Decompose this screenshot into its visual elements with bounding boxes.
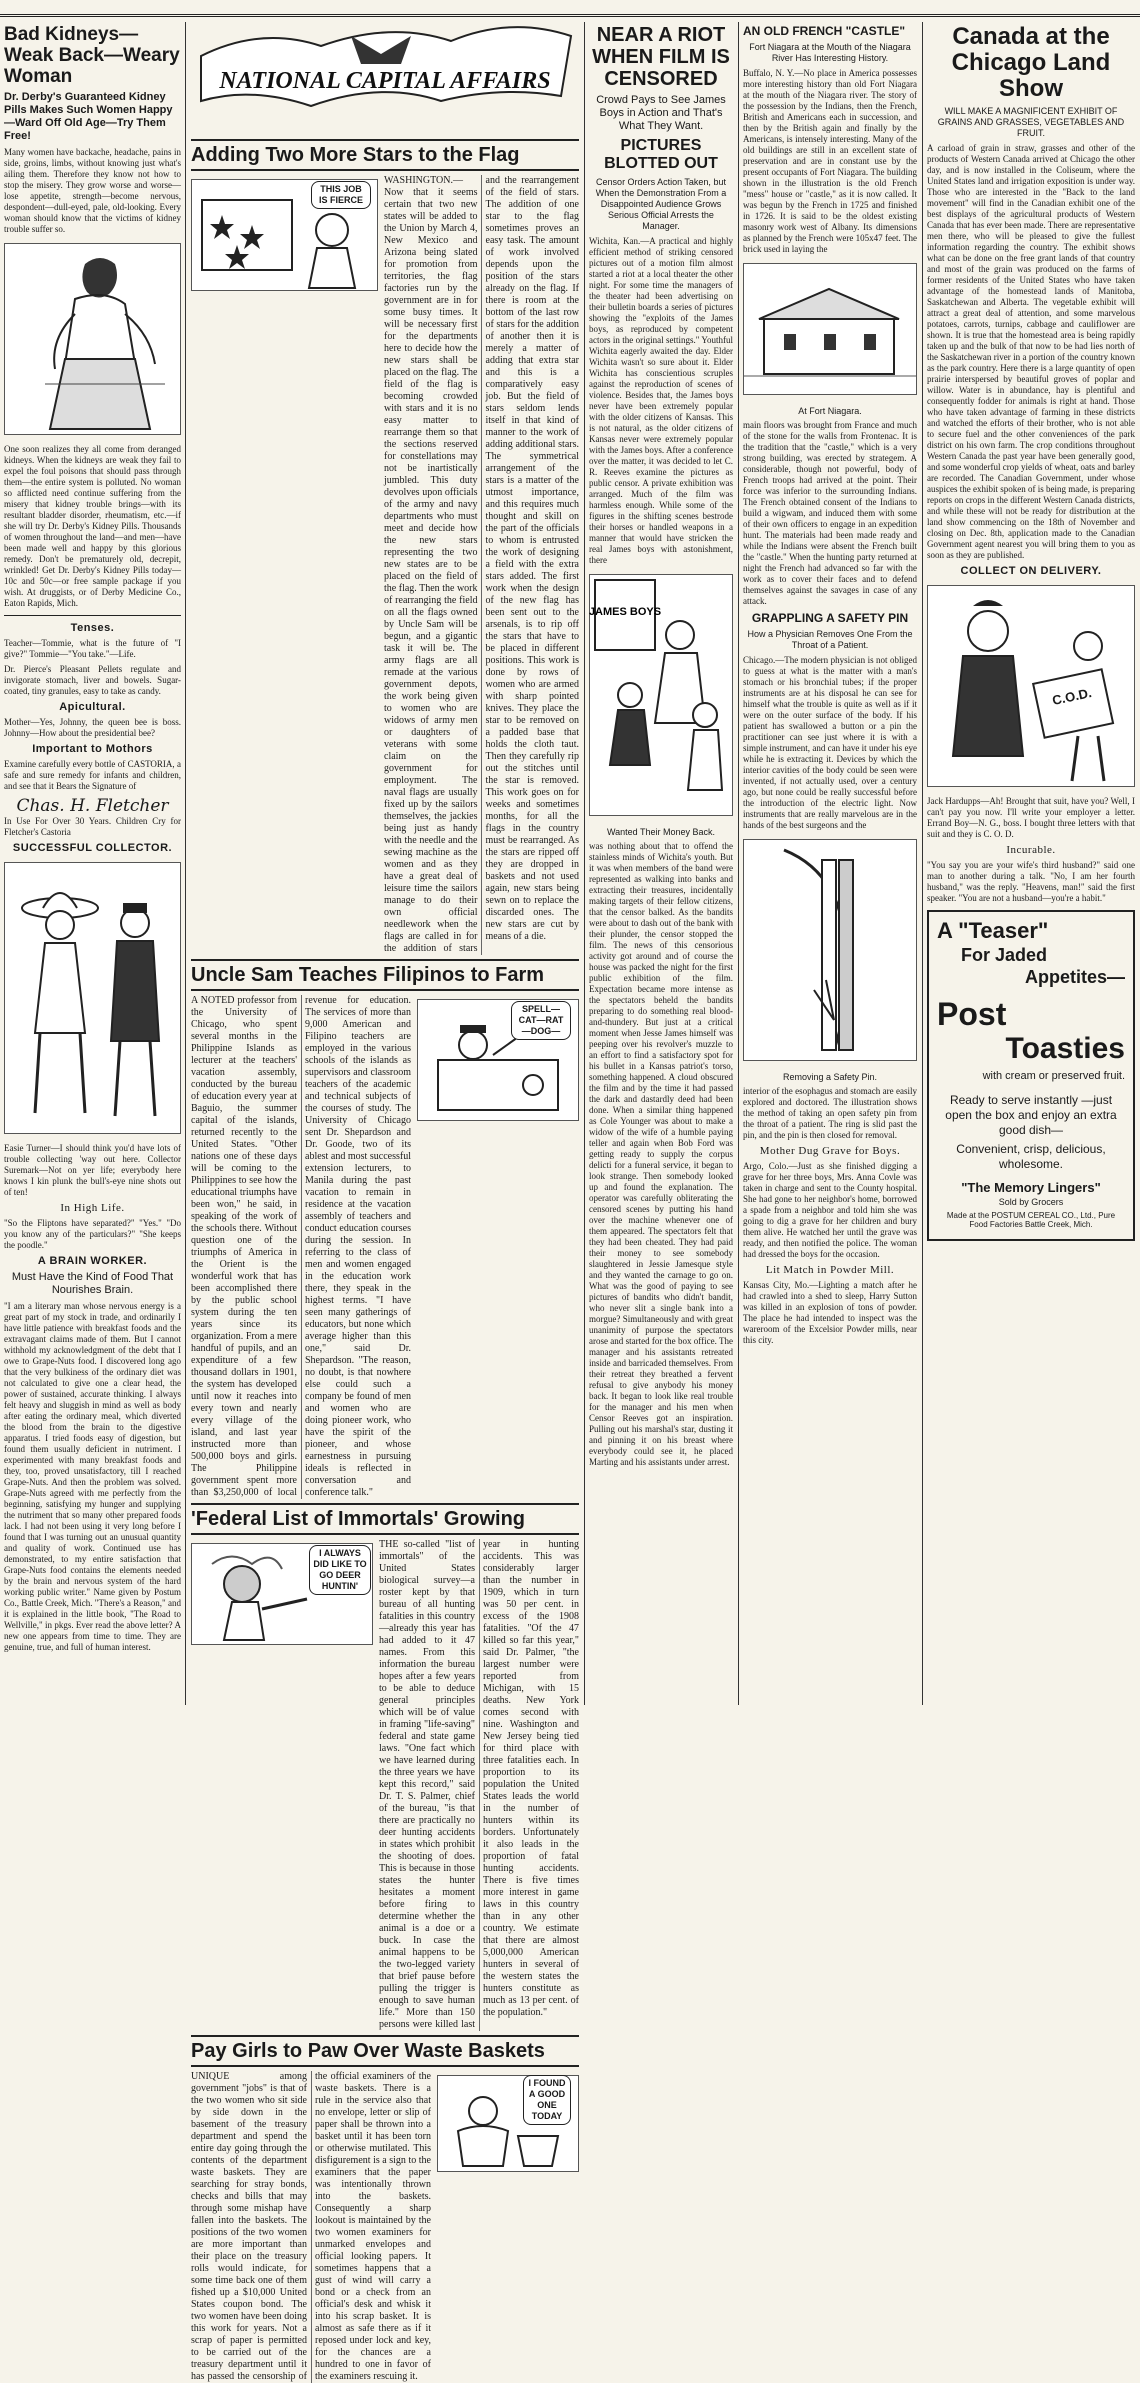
baskets-title: Pay Girls to Paw Over Waste Baskets bbox=[191, 2035, 579, 2067]
safety-pin-illustration bbox=[743, 839, 917, 1061]
pierce-body: Dr. Pierce's Pleasant Pellets regulate and invigorate stomach, liver and bowels. Sugar-coated, tiny granules, easy to take as candy. bbox=[4, 664, 181, 696]
column-1 bbox=[4, 24, 181, 1705]
highlife-title: In High Life. bbox=[60, 1202, 125, 1214]
pictures-deck: Censor Orders Action Taken, but When the Demonstration From a Disappointed Audience Grows Serious Official Arrests the Manager. bbox=[595, 177, 727, 231]
ad-teaser: A "Teaser" bbox=[937, 918, 1049, 943]
stars-body: WASHINGTON.—Now that it seems certain that two new states will be added to the Union by March 4, New Mexico and Arizona being slated for promotion from territories, the flag factories run by the government are in for some busy times. It will be necessary first for the departments here to decide how the new stars shall be placed on the flag. The field of the flag is becoming crowded with stars and it is no easy matter to rearrange them so that the sections reserved for constellations may not be inartistically jumbled. This duty devolves upon officials of the army and navy departments who must meet and decide how the new stars representing the two new states are to be placed on the field of the flag. Then the work of rearranging the field on all the flags owned by Uncle Sam will be begun, and a gigantic task it will be. The army flags are all remade at the various government depots, the work being given to women who are widows of army men or daughters of veterans with some claim on the government for employment. The naval flags are usually fixed up by the sailors themselves, the jackies being just as handy with the needle and the sewing machine as the women and as they have a great deal of leisure time the sailors manage to do their own official needlework when the flags are called in for the addition of stars and the rearrangement of the field of stars. The addition of one star to the flag sometimes proves an easy task. The amount of work involved depends upon the position of the stars already on the flag. If there is room at the bottom of the last row of stars for the addition of another then it is merely a matter of adding that extra star and this is a comparatively easy job. But the field of stars seldom lends itself in that kind of manner to the work of adding additional stars. The symmetrical arrangement of the stars is a matter of the utmost importance, and this requires much thought and skill on the part of the officials to whom is entrusted the work of designing a field with the extra stars added. The first work when the design of the new flag has been sent out to the arsenals, is to rip off the stars that have to be placed in different positions. This work is done by rows of women who are armed with sharp pointed knives. They place the star to be removed on a padded base that holds the cloth taut. Then they carefully rip out the stitches until the star is removed. This work goes on for weeks and sometimes months, for all the flags in the country must be rearranged. As the stars are ripped off they are dropped in baskets and not used again, new stars being sewn on to replace the discarded ones. The new stars are cut by means of a die. bbox=[384, 175, 579, 954]
column-3 bbox=[589, 24, 733, 1705]
delivery-title: COLLECT ON DELIVERY. bbox=[960, 565, 1102, 577]
kidney-deck: Dr. Derby's Guaranteed Kidney Pills Makes Such Women Happy—Ward Off Old Age—Try Them Free! bbox=[4, 91, 173, 142]
riot-body-1: Wichita, Kan.—A practical and highly efficient method of striking censored pictures out of a motion film almost started a riot at a local theater the other night. For some time the managers of the theater had been advertising on their bulletin boards a series of pictures showing the "exploits of the James boys, as reproduced by competent actors in the original settings." Youthful Wichita eagerly awaited the day. Elder Wichita wasn't so sure about it. Elder Wichita has conscientious scruples against the reproduction of scenes of violence. Besides that, the James boys never have been extremely popular with the older citizens of Kansas. This is not natural, as the older citizens of Kansas never were extremely popular with the James boys. After a conference over the matter, it was decided to let C. R. Reeves examine the pictures as public censor. A private exhibition was arranged. Much of the film was harmless enough. While some of the figures in the shifting scenes bestrode their horses or handled weapons in a manner that would have stricken the real James boys with astonishment, there bbox=[589, 236, 733, 565]
pin-deck: How a Physician Removes One From the Throat of a Patient. bbox=[747, 629, 913, 650]
column-2 bbox=[191, 24, 579, 2382]
castle-deck: Fort Niagara at the Mouth of the Niagara River Has Interesting History. bbox=[749, 42, 911, 63]
column-separator bbox=[738, 22, 739, 1705]
cod-box-label: C.O.D. bbox=[1050, 685, 1093, 708]
brain-body: "I am a literary man whose nervous energy is a great part of my stock in trade, and ordinarily I have little patience with breakfast foods and the extravagant claims made of them. But I cannot withhold my acknowledgment of the debt that I owe to Grape-Nuts food. I discovered long ago that the very bulkiness of the ordinary diet was not calculated to give one a clear head, the power of sustained, accurate thinking. I always felt heavy and sluggish in mind as well as body after eating the ordinary meal, which diverted the blood from the brain to the digestive apparatus. I tried foods easy of digestion, but found them usually deficient in nutriment. I experimented with many breakfast foods and they, too, proved unsatisfactory, till I reached Grape-Nuts. And then the problem was solved. Grape-Nuts agreed with me perfectly from the beginning, satisfying my hunger and supplying the nutriment that so many other prepared foods lack. I had not been using it very long before I found that I was turning out an unusual quantity and quality of work. Continued use has demonstrated, to my entire satisfaction that Grape-Nuts food contains the elements needed by the brain and nervous system of the hard working public writer." Name given by Postum Co., Battle Creek, Mich. "There's a Reason," and it is explained in the little book, "The Road to Wellville," in pkgs. Ever read the above letter? A new one appears from time to time. They are genuine, true, and full of human interest. bbox=[4, 1301, 181, 1652]
ad-post: Post bbox=[937, 996, 1007, 1032]
ad-lingers: "The Memory Lingers" bbox=[961, 1180, 1101, 1195]
column-separator bbox=[584, 22, 585, 1705]
dug-title: Mother Dug Grave for Boys. bbox=[759, 1145, 901, 1157]
collector-cartoon bbox=[4, 862, 181, 1134]
ad-grocers: Sold by Grocers bbox=[998, 1197, 1064, 1207]
collector-title: SUCCESSFUL COLLECTOR. bbox=[12, 842, 173, 854]
castle-body-2: main floors was brought from France and much of the stone for the walls from Frontenac. It is the tradition that the "castle," which is a very strong building, was erected by strategem. A considerable, though not powerful, body of French troops had arrived at the point. Their force was inferior to the surrounding Indians. The French obtained consent of the Indians to build a wigwam, and induced them with some of their own officers to engage in an expedition hunt. The materials had been made ready and while the Indians were absent the French built the "castle." When the hunting party returned at night the French had advanced so far with the work as to cover their faces and to defend themselves against the savages in case of any attack. bbox=[743, 420, 917, 606]
pictures-headline: PICTURES BLOTTED OUT bbox=[604, 137, 718, 172]
tenses-body: Teacher—Tommie, what is the future of "I give?" Tommie—"You take."—Life. bbox=[4, 638, 181, 659]
immortals-section bbox=[191, 1539, 579, 2031]
canada-headline: Canada at the Chicago Land Show bbox=[951, 23, 1111, 102]
mothers-body: Examine carefully every bottle of CASTORIA, a safe and sure remedy for infants and children, and see that it Bears the Signature of bbox=[4, 759, 181, 791]
incurable-body: "You say you are your wife's third husband?" said one man to another during a talk. "No, I am her fourth husband," was the reply. "Heavens, man!" said the first speaker. "You are not a husband—you're a habit." bbox=[927, 860, 1135, 903]
divider bbox=[4, 615, 181, 616]
canada-body: A carload of grain in straw, grasses and other of the products of Western Canada arrived at Chicago the other day, and is now installed in the Coliseum, where the United States land and irrigation exposition is under way. Those who are interested in the "Back to the land movement" will find in the Canadian exhibit one of the best displays of the agricultural products of Western Canada that has ever been made. There are representative men there, who will be pleased to give the fullest information regarding the country. The exhibit shows what can be done on the free grant lands of that country and most of the grain was produced on the farms of former residents of the United States who have taken advantage of the homestead lands of Manitoba, Saskatchewan and Alberta. The vegetable exhibit will attract a great deal of attention, and some marvelous potatoes, carrots, turnips, cabbage and cauliflower are shown. It is true that the homestead area is being rapidly taken up and the bulk of that now to be had lies north of the Saskatchewan river in a portion of the country known as the park country. Here there is a large quantity of open prairie interspersed by beautiful groves of poplar and willow. Water is in abundance, hay is plentiful and consequently fodder for animals is right at hand. Those who have taken advantage of farming in these districts and watched the efforts of their brother, who is not able to secure fuel and the other conveniences of the park district on his own farm. The crop conditions throughout Western Canada the past year have been generally good, and some wonderful crop yields of wheat, oats and barley are recorded. The Canadian Government, under whose auspices the exhibit spoken of is being made, is preparing reports on crops in the different Western Canada districts, and while these will not be ready for distribution at the land show commencing on the 18th of November and closing on Dec. 8th, application made to the Canadian Government agent nearest you will bring them to you as soon as they are published. bbox=[927, 143, 1135, 560]
castle-headline: AN OLD FRENCH "CASTLE" bbox=[743, 24, 906, 38]
post-toasties-ad bbox=[927, 910, 1135, 1241]
tenses-title: Tenses. bbox=[70, 622, 115, 634]
canada-deck: WILL MAKE A MAGNIFICENT EXHIBIT OF GRAINS AND GRASSES, VEGETABLES AND FRUIT. bbox=[937, 106, 1125, 138]
delivery-body: Jack Hardupps—Ah! Brought that suit, have you? Well, I can't pay you now. I'll write your employer a letter. Errand Boy—N. G., boss. I bought three letters with that suit and they is C. O. D. bbox=[927, 796, 1135, 839]
filipino-body: A NOTED professor from the University of Chicago, who spent several months in the Philippine Islands as lecturer at the teachers' vacation assembly, conducted by the bureau of education every year at Baguio, the summer capital of the islands, returned recently to the United States. "Other nations one of these days will be coming to the Philippines to see how the educational triumphs have been won," he said, in speaking of the work of the schools there. Without question one of the triumphs of America in the Orient is the wonderful work that has been accomplished there by the public school system during the ten years since its organization. From a mere handful of pupils, and an expenditure of a few thousand dollars in 1901, the system has developed until now it reaches into every town and nearly every village of the island, and last year instructed more than 500,000 boys and girls. The Philippine government spent more than $3,250,000 of local revenue for education. The services of more than 9,000 American and Filipino teachers are employed in the various schools of the islands as supervisors and classroom teachers of the academic and technical subjects of the courses of study. The University of Chicago sent Dr. Shepardson and Dr. Goode, two of its ablest and most successful extension lecturers, to Manila during the past vacation to remain in residence at the vacation assembly of teachers and conduct education courses during the session. In referring to the class of men and women engaged in the education work there, they speak in the highest terms. "I have seen many gatherings of educators, but none which average higher than this one," said Dr. Shepardson. "The reason, no doubt, is that nowhere else could such a company be found of men and women who are doing pioneer work, who have the spirit of the pioneer, and whose earnestness in pursuing ideals is reflected in conversation and conference talk." bbox=[191, 995, 411, 1498]
stars-bubble: THIS JOB IS FIERCE bbox=[311, 181, 371, 209]
brain-deck: Must Have the Kind of Food That Nourishes Brain. bbox=[11, 1271, 174, 1296]
theater-cartoon bbox=[589, 574, 733, 816]
castle-body-1: Buffalo, N. Y.—No place in America possesses more interesting history than old Fort Niagara at the mouth of the Niagara river. The story of the possession by the Indians, then the French, British and Americans each in succession, and then by the British again and finally by the Americans, is intensely interesting. Many of the old buildings are still in an excellent state of preservation and are in constant use by the present occupants of Fort Niagara. The building shown in the illustration is the old French "mess" house or "castle," as it is now called. It was begun by the French in 1725 and finished in 1726. It is said to be the oldest existing masonry work west of Albany. Its dimensions as planned by the French were 105x47 feet. The brick used in laying the bbox=[743, 68, 917, 254]
filipino-section bbox=[191, 995, 579, 1499]
ad-for-jaded: For Jaded bbox=[961, 945, 1048, 965]
column-4 bbox=[743, 24, 917, 1705]
riot-deck: Crowd Pays to See James Boys in Action and That's What They Want. bbox=[596, 94, 726, 132]
immortals-bubble: I ALWAYS DID LIKE TO GO DEER HUNTIN' bbox=[309, 1545, 371, 1595]
top-rule bbox=[0, 14, 1140, 17]
banner-text: NATIONAL CAPITAL AFFAIRS bbox=[219, 68, 551, 94]
national-capital-banner bbox=[191, 26, 579, 126]
pin-headline: GRAPPLING A SAFETY PIN bbox=[751, 611, 909, 625]
stars-title: Adding Two More Stars to the Flag bbox=[191, 139, 579, 171]
ad-appetites: Appetites— bbox=[1024, 967, 1125, 987]
fort-caption: At Fort Niagara. bbox=[798, 406, 862, 416]
james-boys-poster: JAMES BOYS bbox=[588, 606, 662, 618]
ad-ready: Ready to serve instantly —just open the box and enjoy an extra good dish— bbox=[945, 1093, 1117, 1137]
brain-title: A BRAIN WORKER. bbox=[37, 1255, 148, 1267]
fort-niagara-illustration bbox=[743, 263, 917, 395]
woman-illustration bbox=[4, 243, 181, 435]
delivery-cartoon bbox=[927, 585, 1135, 787]
baskets-bubble: I FOUND A GOOD ONE TODAY bbox=[523, 2075, 571, 2125]
mothers-tail: In Use For Over 30 Years. Children Cry for Fletcher's Castoria bbox=[4, 816, 181, 837]
theater-caption: Wanted Their Money Back. bbox=[606, 827, 716, 837]
filipino-title: Uncle Sam Teaches Filipinos to Farm bbox=[191, 959, 579, 991]
collector-body: Easie Turner—I should think you'd have lots of trouble collecting 'way out here. Collector Suremark—Not on yer life; everybody here knows I kin plunk the bull's-eye nine shots out of ten! bbox=[4, 1143, 181, 1197]
match-title: Lit Match in Powder Mill. bbox=[765, 1264, 895, 1276]
kidney-body-2: One soon realizes they all come from deranged kidneys. When the kidneys are weak they fail to expel the foul poisons that should pass through them—the entire system is polluted. No woman so afflicted need continue suffering from the misery that kidney trouble brings—with its resultant bladder disorder, rheumatism, etc.—if she will try Dr. Derby's Kidney Pills. Thousands of women throughout the land—and men—have been made well and happy by this glorious remedy. Don't be prematurely old, decrepit, wrinkled! Get Dr. Derby's Kidney Pills today—10c and 50c—or free sample package if you wish. At druggists, or of Derby Medicine Co., Eaton Rapids, Mich. bbox=[4, 444, 181, 608]
highlife-body: "So the Fliptons have separated?" "Yes." "Do you know any of the particulars?" "She keeps the poodle." bbox=[4, 1218, 181, 1250]
mothers-title: Important to Mothors bbox=[32, 743, 153, 755]
filipino-bubble: SPELL—CAT—RAT—DOG— bbox=[511, 1001, 571, 1040]
kidney-headline: Bad Kidneys—Weak Back—Weary Woman bbox=[4, 24, 180, 87]
pin-caption: Removing a Safety Pin. bbox=[782, 1072, 878, 1082]
column-separator bbox=[922, 22, 923, 1705]
baskets-section bbox=[191, 2071, 579, 2383]
delivery-cartoon-wrap bbox=[927, 581, 1135, 796]
riot-body-2: was nothing about that to offend the stainless minds of Wichita's youth. But it was when members of the band were represented as walking into banks and extracting their treasures, incidentally making targets of their fellow citizens, that the censor balked. As the bandits were about to dash out of the bank with their plunder, the censor stopped the film. The news of this censorious activity got around and of course the house was packed the night for the first public exhibition of the film. Expectation became more intense as the spectators beheld the bandits preparing to do something real blood-and-thundery. But just at a critical moment when Jesse James himself was peeping over his revolver's muzzle to an effort to find a satisfactory spot for his bullet in a Kansas patriot's torso, something happened. A cloud obscured the film and by the time it had passed the dark and dastardly deed had been done. When a similar thing happened as Cole Younger was about to make a widow of the wife of a humble paying teller and again when Bob Ford was getting ready to supply the corpus delicti for a funeral service, it began to look strange. Then somebody looked up and found the explanation. The operator was carefully obliterating the censored scenes by putting his hand over the machine whenever one of them appeared. The spectators felt that they had been cheated. They had paid their money to see somebody slaughtered in Jessie Jamesque style and they wanted the carnage to go on. What was the good of paying to see pictures of bandits who didn't bandit, who never slit a single bank into a morgue? Simultaneously and with great unanimity of purpose the spectators arose and started for the box office. The manager and his assistants retreated inside and barricaded themselves. From their retreat they breathed a fervent refusal to give anybody his money back. It began to look like real trouble for the manager and his men when Censor Reeves got an inspiration. Pulling out his marshal's star, dusting it and pinning it on his breast where everybody could see it, he placed Marting and his assistants under arrest. bbox=[589, 841, 733, 1467]
dug-body: Argo, Colo.—Just as she finished digging a grave for her three boys, Mrs. Anna Covle was taken in charge and sent to the County hospital. She had gone to her neighbor's home, borrowed a spade from a neighbor and told him she was going to dig a grave for her children and bury them alive. He watched her until the grave was ready, and then notified the police. The woman had dressed the boys for the occasion. bbox=[743, 1161, 917, 1259]
immortals-title: 'Federal List of Immortals' Growing bbox=[191, 1503, 579, 1535]
baskets-body: UNIQUE among government "jobs" is that of the two women who sit side by side down in the basement of the treasury department and spend the entire day going through the contents of the department waste baskets. They are searching for stray bonds, checks and bills that may through some mishap have fallen into the baskets. The positions of the two women are more important than their place on the treasury rolls would indicate, for some time back one of them fished up a $10,000 United States coupon bond. The two women have been doing this work for years. Not a scrap of paper is permitted to be carried out of the treasury department until it has passed the censorship of the official examiners of the waste baskets. There is a rule in the service also that no envelope, letter or slip of paper shall be thrown into a basket until it has been torn or otherwise mutilated. This disfigurement is a sign to the examiners that the paper was intentionally thrown into the baskets. Consequently a sharp lookout is maintained by the two women examiners for unmarked envelopes and official looking papers. It sometimes happens that a gust of wind will carry a bond or a check from an official's desk and whisk it into his scrap basket. It is almost as safe there as if it reposed under lock and key, for the chances are a hundred to one in favor of the examiners rescuing it. bbox=[191, 2071, 431, 2382]
apicultural-body: Mother—Yes, Johnny, the queen bee is boss. Johnny—How about the presidential bee? bbox=[4, 717, 181, 738]
ad-convenient: Convenient, crisp, delicious, wholesome. bbox=[956, 1142, 1106, 1171]
stars-section bbox=[191, 175, 579, 955]
incurable-title: Incurable. bbox=[1006, 844, 1056, 856]
ad-toasties: Toasties bbox=[1005, 1032, 1125, 1065]
riot-headline: NEAR A RIOT WHEN FILM IS CENSORED bbox=[592, 24, 730, 90]
column-separator bbox=[185, 22, 186, 1705]
immortals-body: THE so-called "list of immortals" of the United States biological survey—a roster kept by that bureau of all hunting fatalities in this country—already this year has had added to it 47 names. From this information the bureau hopes after a few years to be able to deduce general principles which will be of value in framing "life-saving" federal and state game laws. "One fact which we have learned during the three years we have kept this record," said Dr. T. S. Palmer, chief of the bureau, "is that there are practically no deer hunting accidents in states which prohibit the shooting of does. This is because in those states the hunter hesitates a moment before firing to determine whether the animal is a doe or a buck. In case the animal happens to be the two-legged variety that brief pause before pulling the trigger is enough to save human life." More than 150 persons were killed last year in hunting accidents. This was considerably larger than the number in 1909, which in turn was 50 per cent. in excess of the 1908 fatalities. "Of the 47 killed so far this year," said Dr. Palmer, "the largest number were reported from Michigan, with 15 deaths. New York comes second with nine. Washington and New Jersey being tied for third place with three fatalities each. In proportion to its population the United States leads the world in the number of hunters within its borders. Unfortunately it also leads in the proportion of fatal hunting accidents. There is five times more interest in game laws in this country than in any other country. We estimate that there are almost 5,000,000 American hunters in several of the western states the hunters constitute as much as 13 per cent. of the population." bbox=[379, 1539, 579, 2030]
pin-body-1: Chicago.—The modern physician is not obliged to guess at what is the matter with a man's stomach or his bronchial tubes; if the proper instruments are at his disposal he can see for himself what the trouble is quite as well as if it were on the outer surface of the body. If his patient has swallowed a button or a pin the practitioner can see just where it is with a simple instrument, and can have it under his eye while he is extracting it. Devices by which the interior cavities of the body could be seen were invented, if not actually used, over a century ago, but none could be really successful before the introduction of the electric light. Now instruments that are really marvelous are in the hands of the best surgeons and the bbox=[743, 655, 917, 830]
match-body: Kansas City, Mo.—Lighting a match after he had crawled into a shed to sleep, Harry Sutton was killed in an explosion of tons of powder. The place he had intended to inspect was the wareroom of the Excelsior Powder mills, near this city. bbox=[743, 1280, 917, 1345]
column-5 bbox=[927, 24, 1135, 1705]
kidney-body: Many women have backache, headache, pains in side, groins, limbs, without knowing just what's ailing them. Therefore they know not how to stop the misery. They grow worse and worse—lose appetite, strength—become nervous, despondent—dull-eyed, pale, old-looking. Every woman should know that the victims of kidney trouble suffer so. bbox=[4, 147, 181, 234]
pin-body-2: interior of the esophagus and stomach are easily explored and doctored. The illustration shows the method of taking an open safety pin from the throat of a patient. The ring is slid past the pin, and the pin is then closed for removal. bbox=[743, 1086, 917, 1140]
ad-cream: with cream or preserved fruit. bbox=[982, 1070, 1125, 1082]
apicultural-title: Apicultural. bbox=[59, 701, 126, 713]
ad-maker: Made at the POSTUM CEREAL CO., Ltd., Pure Food Factories Battle Creek, Mich. bbox=[946, 1211, 1116, 1229]
fletcher-signature: Chas. H. Fletcher bbox=[16, 796, 169, 816]
